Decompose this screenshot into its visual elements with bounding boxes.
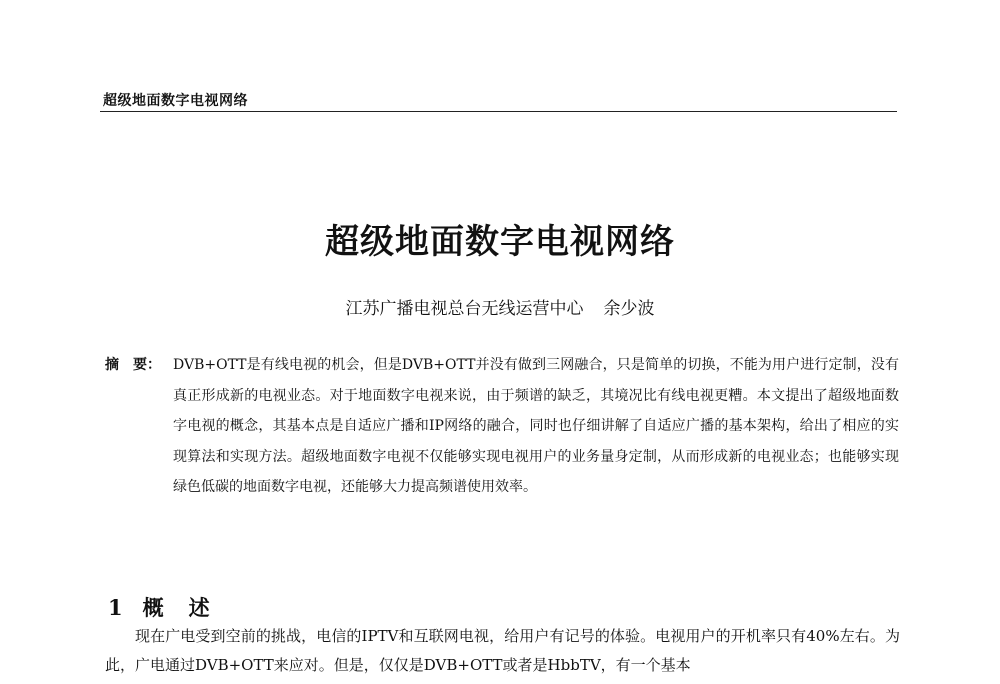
header-rule <box>100 111 897 112</box>
section-heading <box>108 592 212 622</box>
abstract-label: 摘 要： <box>105 357 161 373</box>
byline <box>0 294 1000 319</box>
author: 余少波 <box>603 299 655 319</box>
section-number: 1 <box>108 595 125 620</box>
abstract <box>105 350 899 503</box>
body-paragraph: 现在广电受到空前的挑战，电信的IPTV和互联网电视，给用户有记号的体验。电视用户的开机率只有40%左右。为此，广电通过DVB+OTT来应对。但是，仅仅是DVB+OTT或者是HbbTV，有一个基本 <box>105 627 900 674</box>
affiliation: 江苏广播电视总台无线运营中心 <box>345 299 584 319</box>
abstract-text: DVB+OTT是有线电视的机会，但是DVB+OTT并没有做到三网融合，只是简单的切换，不能为用户进行定制，没有真正形成新的电视业态。对于地面数字电视来说，由于频谱的缺乏，其境况比有线电视更糟。本文提出了超级地面数字电视的概念，其基本点是自适应广播和IP网络的融合，同时也仔细讲解了自适应广播的基本架构，给出了相应的实现算法和实现方法。超级地面数字电视不仅能够实现电视用户的业务量身定制，从而形成新的电视业态；也能够实现绿色低碳的地面数字电视，还能够大力提高频谱使用效率。 <box>173 357 899 495</box>
paper-title: 超级地面数字电视网络 <box>325 222 675 262</box>
running-header: 超级地面数字电视网络 <box>103 93 248 109</box>
section-title: 概 述 <box>142 595 212 620</box>
